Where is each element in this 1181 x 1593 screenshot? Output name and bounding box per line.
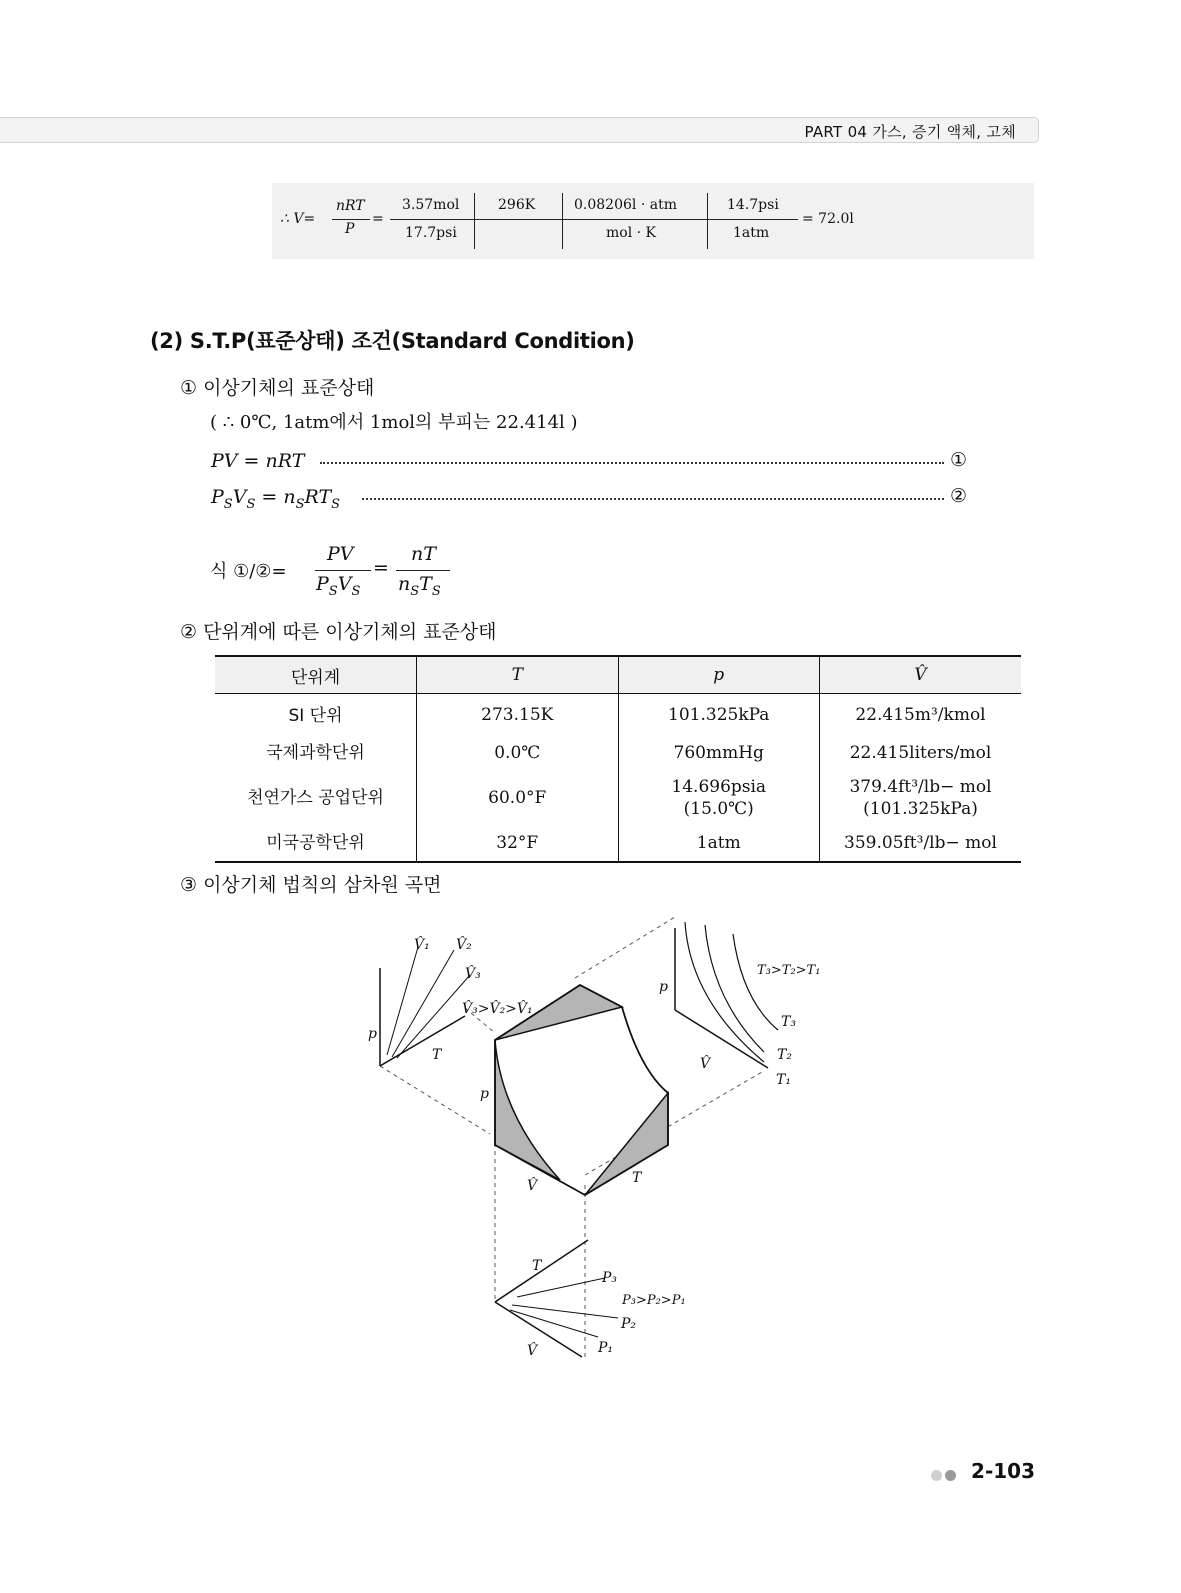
- table-cell: 22.415m³/kmol: [820, 694, 1022, 736]
- equation-2: $P_SV_S = n_SRT_S$: [211, 486, 341, 512]
- table-cell: 273.15K: [417, 694, 619, 736]
- table-cell: 359.05ft³/lb− mol: [820, 825, 1022, 862]
- running-header-text: PART 04 가스, 증기 액체, 고체: [804, 123, 1016, 141]
- table-cell: 1atm: [618, 825, 820, 862]
- label-p: p: [659, 979, 668, 995]
- projection-lines: [380, 917, 762, 1358]
- label-v2: V̂₂: [456, 937, 472, 953]
- table-cell: 60.0°F: [417, 771, 619, 825]
- calc-prefix: ∴ V=: [280, 211, 316, 227]
- page-dot-light: [931, 1470, 942, 1481]
- table-cell: 0.0℃: [417, 735, 619, 771]
- page-number: 2-103: [971, 1459, 1035, 1483]
- label-t-order: T₃>T₂>T₁: [757, 963, 821, 978]
- calc-cell-top: 3.57mol: [402, 197, 460, 213]
- ratio-equals: =: [373, 557, 389, 579]
- calc-cell-top: 14.7psi: [727, 197, 779, 213]
- table-cell: 101.325kPa: [618, 694, 820, 736]
- ratio-denominator-2: $n_ST_S$: [398, 573, 441, 599]
- table-cell: 32°F: [417, 825, 619, 862]
- page-dot-dark: [945, 1470, 956, 1481]
- label-p-order: P₃>P₂>P₁: [622, 1293, 686, 1308]
- equation-1: PV = nRT: [211, 450, 305, 472]
- table-header: 단위계: [215, 656, 417, 694]
- table-header: T: [417, 656, 619, 694]
- label-p3: P₃: [602, 1270, 618, 1286]
- section-heading: (2) S.T.P(표준상태) 조건(Standard Condition): [150, 329, 635, 353]
- label-t: T: [632, 1170, 642, 1186]
- calc-cell-top: 0.08206l · atm: [574, 197, 677, 213]
- table-cell: 760mmHg: [618, 735, 820, 771]
- calc-cell-bottom: mol · K: [606, 225, 656, 241]
- calc-cell-bottom: 1atm: [733, 225, 770, 241]
- label-t2: T₂: [777, 1047, 792, 1063]
- calc-result: = 72.0l: [802, 211, 854, 227]
- ratio-numerator-1: PV: [327, 543, 354, 565]
- label-v3: V̂₃: [465, 966, 481, 982]
- ratio-label: 식 ①/②=: [210, 561, 287, 582]
- label-p: p: [480, 1086, 489, 1102]
- calc-equals: =: [372, 211, 384, 227]
- equation-1-mark: ①: [950, 449, 968, 471]
- ratio-denominator-1: $P_SV_S$: [316, 573, 361, 599]
- equation-2-mark: ②: [950, 485, 968, 507]
- calc-frac-denominator: P: [345, 221, 355, 237]
- label-t1: T₁: [776, 1072, 791, 1088]
- table-cell: 14.696psia (15.0℃): [618, 771, 820, 825]
- table-cell: SI 단위: [288, 706, 343, 726]
- item1-note: ( ∴ 0℃, 1atm에서 1mol의 부피는 22.414l ): [210, 412, 578, 433]
- calc-frac-numerator: nRT: [336, 198, 365, 214]
- calc-cell-bottom: 17.7psi: [405, 225, 457, 241]
- label-v1: V̂₁: [414, 937, 430, 953]
- label-p2: P₂: [621, 1316, 637, 1332]
- label-v: V̂: [527, 1178, 538, 1194]
- table-header: V̂: [820, 656, 1022, 694]
- label-v: V̂: [700, 1056, 711, 1072]
- table-cell: 미국공학단위: [215, 825, 417, 862]
- label-v: V̂: [527, 1343, 538, 1359]
- item1-title: ① 이상기체의 표준상태: [180, 377, 375, 399]
- table-cell: 국제과학단위: [266, 743, 365, 763]
- table-header: p: [618, 656, 820, 694]
- label-p: p: [368, 1026, 377, 1042]
- label-p1: P₁: [598, 1340, 614, 1356]
- table-cell: 379.4ft³/lb− mol (101.325kPa): [820, 771, 1022, 825]
- calc-cell-top: 296K: [498, 197, 536, 213]
- item2-title: ② 단위계에 따른 이상기체의 표준상태: [180, 621, 497, 643]
- pt-projection: [380, 947, 470, 1066]
- label-v-order: V̂₃>V̂₂>V̂₁: [462, 1001, 533, 1017]
- label-t: T: [432, 1047, 442, 1063]
- label-t: T: [532, 1258, 542, 1274]
- pv-projection: [675, 922, 778, 1068]
- item3-title: ③ 이상기체 법칙의 삼차원 곡면: [180, 874, 442, 896]
- table-cell: 22.415liters/mol: [820, 735, 1022, 771]
- table-cell: 천연가스 공업단위: [247, 788, 384, 808]
- ratio-numerator-2: nT: [411, 543, 436, 565]
- page-number-dots: [931, 1466, 959, 1485]
- label-t3: T₃: [781, 1014, 796, 1030]
